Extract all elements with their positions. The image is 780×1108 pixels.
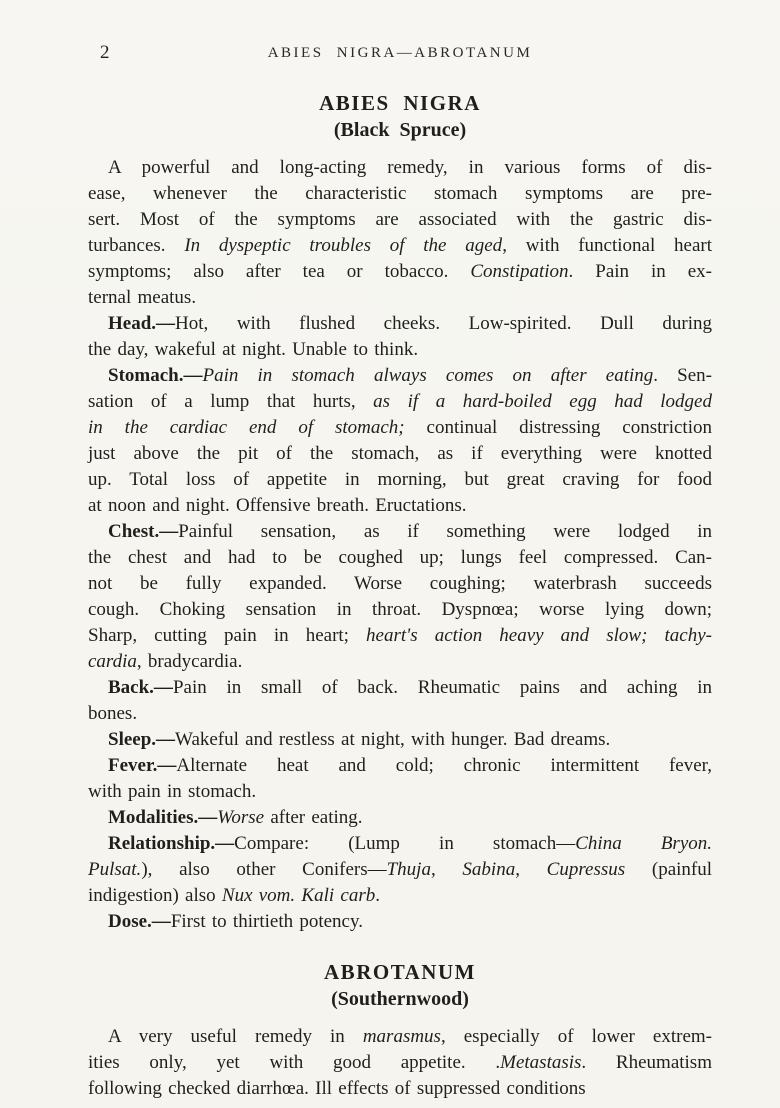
text-line xyxy=(88,311,712,337)
text-line xyxy=(88,493,712,519)
text-run: after eating. xyxy=(264,807,363,828)
text-run: Modalities.— xyxy=(108,807,218,828)
text-run: Compare: (Lump in stomach— xyxy=(234,833,576,854)
text-run: with pain in stomach. xyxy=(88,781,257,802)
text-run: China Bryon. xyxy=(575,833,712,854)
text-line xyxy=(88,389,712,415)
text-run: ternal meatus. xyxy=(88,287,197,308)
text-run: ease, whenever the characteristic stomach symptoms are pre- xyxy=(88,183,712,204)
paragraph xyxy=(88,675,712,727)
text-run: , xyxy=(430,859,463,880)
page-header xyxy=(88,42,712,66)
text-line xyxy=(88,337,712,363)
text-run: Stomach.— xyxy=(108,365,203,386)
text-line xyxy=(88,1076,712,1102)
text-run: in the cardiac end of stomach; xyxy=(88,417,405,438)
paragraph xyxy=(88,727,712,753)
text-run: indigestion) also xyxy=(88,885,222,906)
text-run: Pulsat. xyxy=(88,859,142,880)
text-run: the day, wakeful at night. Unable to think. xyxy=(88,339,419,360)
text-line xyxy=(88,519,712,545)
text-run: Relationship.— xyxy=(108,833,235,854)
paragraph xyxy=(88,311,712,363)
text-line xyxy=(88,467,712,493)
page-number: 2 xyxy=(100,42,110,63)
text-run: at noon and night. Offensive breath. Eructations. xyxy=(88,495,467,516)
text-run: Alternate heat and cold; chronic intermittent fever, xyxy=(176,755,712,776)
paragraph xyxy=(88,753,712,805)
text-run: turbances. xyxy=(88,235,185,256)
text-run: ), also other Conifers— xyxy=(141,859,387,880)
paragraph xyxy=(88,831,712,909)
section-title: ABIES NIGRA xyxy=(319,91,481,115)
text-run: Worse xyxy=(217,807,265,828)
text-run: In dyspeptic troubles of the aged xyxy=(184,235,503,256)
section-title: ABROTANUM xyxy=(324,960,476,984)
text-run: the chest and had to be coughed up; lungs feel compressed. Can- xyxy=(88,547,712,568)
paragraph xyxy=(88,1024,712,1102)
text-line xyxy=(88,1050,712,1076)
text-line xyxy=(88,363,712,389)
text-run: , xyxy=(515,859,547,880)
text-run: Thuja xyxy=(386,859,431,880)
text-line xyxy=(88,571,712,597)
text-line xyxy=(88,727,712,753)
text-run: Sharp, cutting pain in heart; xyxy=(88,625,367,646)
text-run: Cupressus xyxy=(546,859,626,880)
text-line xyxy=(88,675,712,701)
text-run: Nux vom. Kali carb xyxy=(221,885,376,906)
text-run: up. Total loss of appetite in morning, but great craving for food xyxy=(88,469,712,490)
page-body xyxy=(88,91,712,1102)
text-run: ities only, yet with good appetite. . xyxy=(88,1052,501,1073)
text-line xyxy=(88,155,712,181)
text-line xyxy=(88,805,712,831)
text-line xyxy=(88,831,712,857)
remedy-section xyxy=(88,91,712,935)
text-run: Hot, with flushed cheeks. Low-spirited. Dull during xyxy=(175,313,712,334)
text-line xyxy=(88,1024,712,1050)
text-run: Pain in small of back. Rheumatic pains and aching in xyxy=(172,677,712,698)
text-run: symptoms; also after tea or tobacco. xyxy=(88,261,471,282)
text-run: cough. Choking sensation in throat. Dyspnœa; worse lying down; xyxy=(88,599,712,620)
text-run: Painful sensation, as if something were lodged in xyxy=(178,521,712,542)
text-run: cardia xyxy=(88,651,137,672)
text-line xyxy=(88,779,712,805)
paragraph xyxy=(88,155,712,311)
text-run: bones. xyxy=(88,703,138,724)
text-run: A very useful remedy in xyxy=(108,1026,363,1047)
text-line xyxy=(88,415,712,441)
text-run: Pain in stomach always comes on after eating xyxy=(202,365,654,386)
text-run: just above the pit of the stomach, as if everything were knotted xyxy=(88,443,712,464)
text-run: . Pain in ex- xyxy=(568,261,712,282)
text-run: A powerful and long-acting remedy, in various forms of dis- xyxy=(108,157,712,178)
text-run: Fever.— xyxy=(108,755,177,776)
text-run: First to thirtieth potency. xyxy=(170,911,364,932)
text-run: Sabina xyxy=(462,859,516,880)
text-line xyxy=(88,649,712,675)
text-line xyxy=(88,857,712,883)
text-line xyxy=(88,701,712,727)
text-run: . xyxy=(375,885,380,906)
text-run: not be fully expanded. Worse coughing; waterbrash succeeds xyxy=(88,573,712,594)
paragraph xyxy=(88,805,712,831)
text-run: , especially of lower extrem- xyxy=(440,1026,712,1047)
text-line xyxy=(88,623,712,649)
paragraph xyxy=(88,909,712,935)
paragraph xyxy=(88,519,712,675)
text-run: (painful xyxy=(625,859,713,880)
text-line xyxy=(88,753,712,779)
text-run: Sleep.— xyxy=(108,729,176,750)
text-run: . Sen- xyxy=(653,365,712,386)
section-subtitle: (Southernwood) xyxy=(331,988,469,1010)
text-line xyxy=(88,181,712,207)
text-run: as if a hard-boiled egg had lodged xyxy=(373,391,712,412)
running-head: ABIES NIGRA—ABROTANUM xyxy=(267,45,533,61)
text-run: Dose.— xyxy=(108,911,171,932)
text-line xyxy=(88,883,712,909)
text-line xyxy=(88,597,712,623)
text-run: Constipation xyxy=(470,261,569,282)
section-subtitle: (Black Spruce) xyxy=(333,119,467,141)
text-run: continual distressing constriction xyxy=(404,417,712,438)
text-line xyxy=(88,285,712,311)
text-run: marasmus xyxy=(362,1026,441,1047)
text-run: , with functional heart xyxy=(502,235,712,256)
text-run: Head.— xyxy=(108,313,176,334)
paragraph xyxy=(88,363,712,519)
text-run: Wakeful and restless at night, with hunger. Bad dreams. xyxy=(175,729,611,750)
text-line xyxy=(88,259,712,285)
text-line xyxy=(88,545,712,571)
text-run: , bradycardia. xyxy=(136,651,243,672)
text-run: following checked diarrhœa. Ill effects of suppressed conditions xyxy=(88,1078,586,1099)
text-run: Back.— xyxy=(108,677,173,698)
remedy-section xyxy=(88,960,712,1102)
text-run: . Rheumatism xyxy=(581,1052,712,1073)
text-line xyxy=(88,441,712,467)
text-line xyxy=(88,909,712,935)
text-run: heart's action heavy and slow; tachy- xyxy=(366,625,712,646)
text-run: sation of a lump that hurts, xyxy=(88,391,374,412)
text-run: Chest.— xyxy=(108,521,179,542)
text-run: Metastasis xyxy=(500,1052,582,1073)
text-line xyxy=(88,233,712,259)
text-run: sert. Most of the symptoms are associated with the gastric dis- xyxy=(88,209,712,230)
text-line xyxy=(88,207,712,233)
